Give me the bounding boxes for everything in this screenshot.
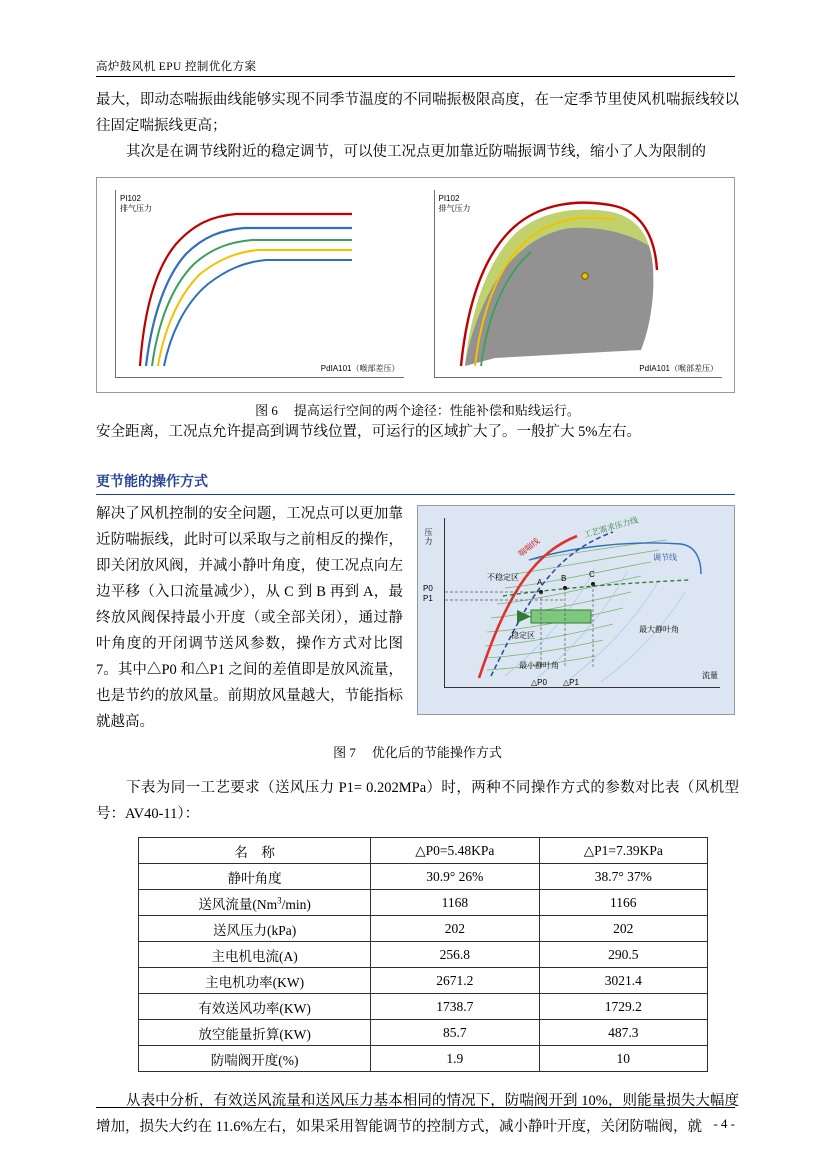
comparison-table — [138, 837, 708, 1072]
figure-7-label-process-line: 工艺需求压力线 — [582, 515, 640, 540]
table-row — [139, 916, 708, 942]
footer-divider — [96, 1107, 735, 1108]
figure-6-left-x-label: PdIA101（喉部差压） — [320, 364, 400, 373]
figure-7-label-surge-line: 喘喘线 — [516, 536, 542, 559]
figure-7-label-adjust-line: 调节线 — [653, 553, 677, 562]
header-divider — [96, 76, 735, 77]
table-row — [139, 890, 708, 916]
figure-6-right-x-label: PdIA101（喉部差压） — [639, 364, 718, 373]
table-cell-name-main: 送风流量(Nm — [198, 896, 278, 912]
table-cell-name-superscript: 3 — [277, 895, 282, 905]
figure-7 — [417, 505, 735, 715]
figure-7-caption-text: 优化后的节能操作方式 — [371, 745, 502, 760]
table-row — [139, 968, 708, 994]
table-cell-value: 38.7° 37% — [539, 864, 707, 890]
table-cell-value: 10 — [539, 1046, 707, 1072]
figure-6-right-y-label: PI102 排气压力 — [438, 194, 471, 213]
header-title: 高炉鼓风机 EPU 控制优化方案 — [96, 61, 257, 73]
section-heading-energy-saving: 更节能的操作方式 — [96, 471, 735, 495]
figure-7-label-p1: P1 — [423, 594, 433, 603]
table-header-col2: △P1=7.39KPa — [539, 838, 707, 864]
figure-7-label-p0: P0 — [423, 584, 433, 593]
table-cell-value: 290.5 — [539, 942, 707, 968]
figure-7-label-point-c: C — [589, 570, 595, 579]
figure-6-right-chart — [416, 178, 735, 392]
figure-7-y-axis-label: 压力 — [424, 528, 433, 546]
table-cell-value: 202 — [539, 916, 707, 942]
figure-6-right-axes — [434, 190, 723, 378]
table-row — [139, 994, 708, 1020]
figure-7-label-unstable: 不稳定区 — [487, 573, 519, 582]
table-header-row — [139, 838, 708, 864]
table-row — [139, 942, 708, 968]
table-cell-value: 1166 — [539, 890, 707, 916]
figure-7-label-min-vane: 最小静叶角 — [519, 661, 559, 670]
table-cell-name — [139, 890, 371, 916]
figure-7-label-delta-p1: △P1 — [563, 678, 579, 687]
table-cell-name: 放空能量折算(KW) — [139, 1020, 371, 1046]
figure-7-label-delta-p0: △P0 — [531, 678, 547, 687]
figure-6-left-y-label: PI102 排气压力 — [120, 194, 152, 213]
table-cell-value: 85.7 — [371, 1020, 539, 1046]
table-cell-name: 有效送风功率(KW) — [139, 994, 371, 1020]
page-number: - 4 - — [713, 1116, 735, 1131]
paragraph-1: 最大，即动态喘振曲线能够实现不同季节温度的不同喘振极限高度，在一定季节里使风机喘振线较以往固定喘振线更高； — [96, 92, 739, 134]
table-cell-value: 487.3 — [539, 1020, 707, 1046]
figure-7-label-point-b: B — [561, 574, 567, 583]
table-cell-value: 1738.7 — [371, 994, 539, 1020]
table-cell-value: 1.9 — [371, 1046, 539, 1072]
figure-6-left-axes — [115, 190, 404, 378]
figure-6-caption — [96, 400, 739, 419]
table-row — [139, 1046, 708, 1072]
table-cell-name: 防喘阀开度(%) — [139, 1046, 371, 1072]
figure-7-axes — [423, 515, 720, 688]
figure-7-label-max-vane: 最大静叶角 — [639, 625, 679, 634]
table-cell-name: 主电机电流(A) — [139, 942, 371, 968]
figure-7-caption — [96, 742, 739, 761]
table-cell-name: 送风压力(kPa) — [139, 916, 371, 942]
table-header-name: 名 称 — [139, 838, 371, 864]
table-cell-name: 静叶角度 — [139, 864, 371, 890]
figure-7-caption-number: 图 7 — [333, 745, 356, 760]
figure-6-caption-number: 图 6 — [255, 403, 278, 418]
figure-7-label-point-a: A — [537, 578, 543, 587]
paragraph-4: 解决了风机控制的安全问题，工况点可以更加靠近防喘振线，此时可以采取与之前相反的操作，即关闭放风阀，并减小静叶角度，使工况点向左边平移（入口流量减少），从 C 到 B 再到 A，最终放风阀保持最小开度（或全部关闭），通过静叶角度的开闭调节送风参数，操作方式对比图 7。其中△P0 和△P1 之间的差值即是放风流量，也是节约的放风量。前期放风量越大，节能指标就越高。 — [96, 506, 403, 730]
paragraph-6: 从表中分析，有效送风流量和送风压力基本相同的情况下，防喘阀开到 10%，则能量损失大幅度增加，损失大约在 11.6%左右，如果采用智能调节的控制方式，减小静叶开度，关闭防喘阀，就 — [96, 1093, 739, 1135]
page-header — [96, 58, 739, 81]
paragraph-2: 其次是在调节线附近的稳定调节，可以使工况点更加靠近防喘振调节线，缩小了人为限制的 — [126, 144, 706, 160]
table-cell-value: 256.8 — [371, 942, 539, 968]
energy-saving-block — [96, 501, 735, 735]
figure-6 — [96, 177, 735, 393]
figure-6-caption-text: 提高运行空间的两个途径：性能补偿和贴线运行。 — [293, 403, 580, 418]
table-cell-value: 1168 — [371, 890, 539, 916]
table-cell-value: 202 — [371, 916, 539, 942]
table-cell-name: 主电机功率(KW) — [139, 968, 371, 994]
table-cell-value: 30.9° 26% — [371, 864, 539, 890]
table-row — [139, 864, 708, 890]
paragraph-5: 下表为同一工艺要求（送风压力 P1= 0.202MPa）时，两种不同操作方式的参数对比表（风机型号：AV40-11）： — [96, 780, 739, 822]
table-cell-value: 2671.2 — [371, 968, 539, 994]
table-cell-value: 3021.4 — [539, 968, 707, 994]
table-row — [139, 1020, 708, 1046]
figure-7-label-stable: 稳定区 — [511, 631, 535, 640]
figure-7-x-axis-label: 流量 — [702, 671, 718, 680]
figure-6-left-chart — [97, 178, 416, 392]
table-cell-name-tail: /min) — [281, 896, 311, 912]
paragraph-3: 安全距离，工况点允许提高到调节线位置，可运行的区域扩大了。一般扩大 5%左右。 — [96, 424, 641, 440]
table-header-col1: △P0=5.48KPa — [371, 838, 539, 864]
table-cell-value: 1729.2 — [539, 994, 707, 1020]
